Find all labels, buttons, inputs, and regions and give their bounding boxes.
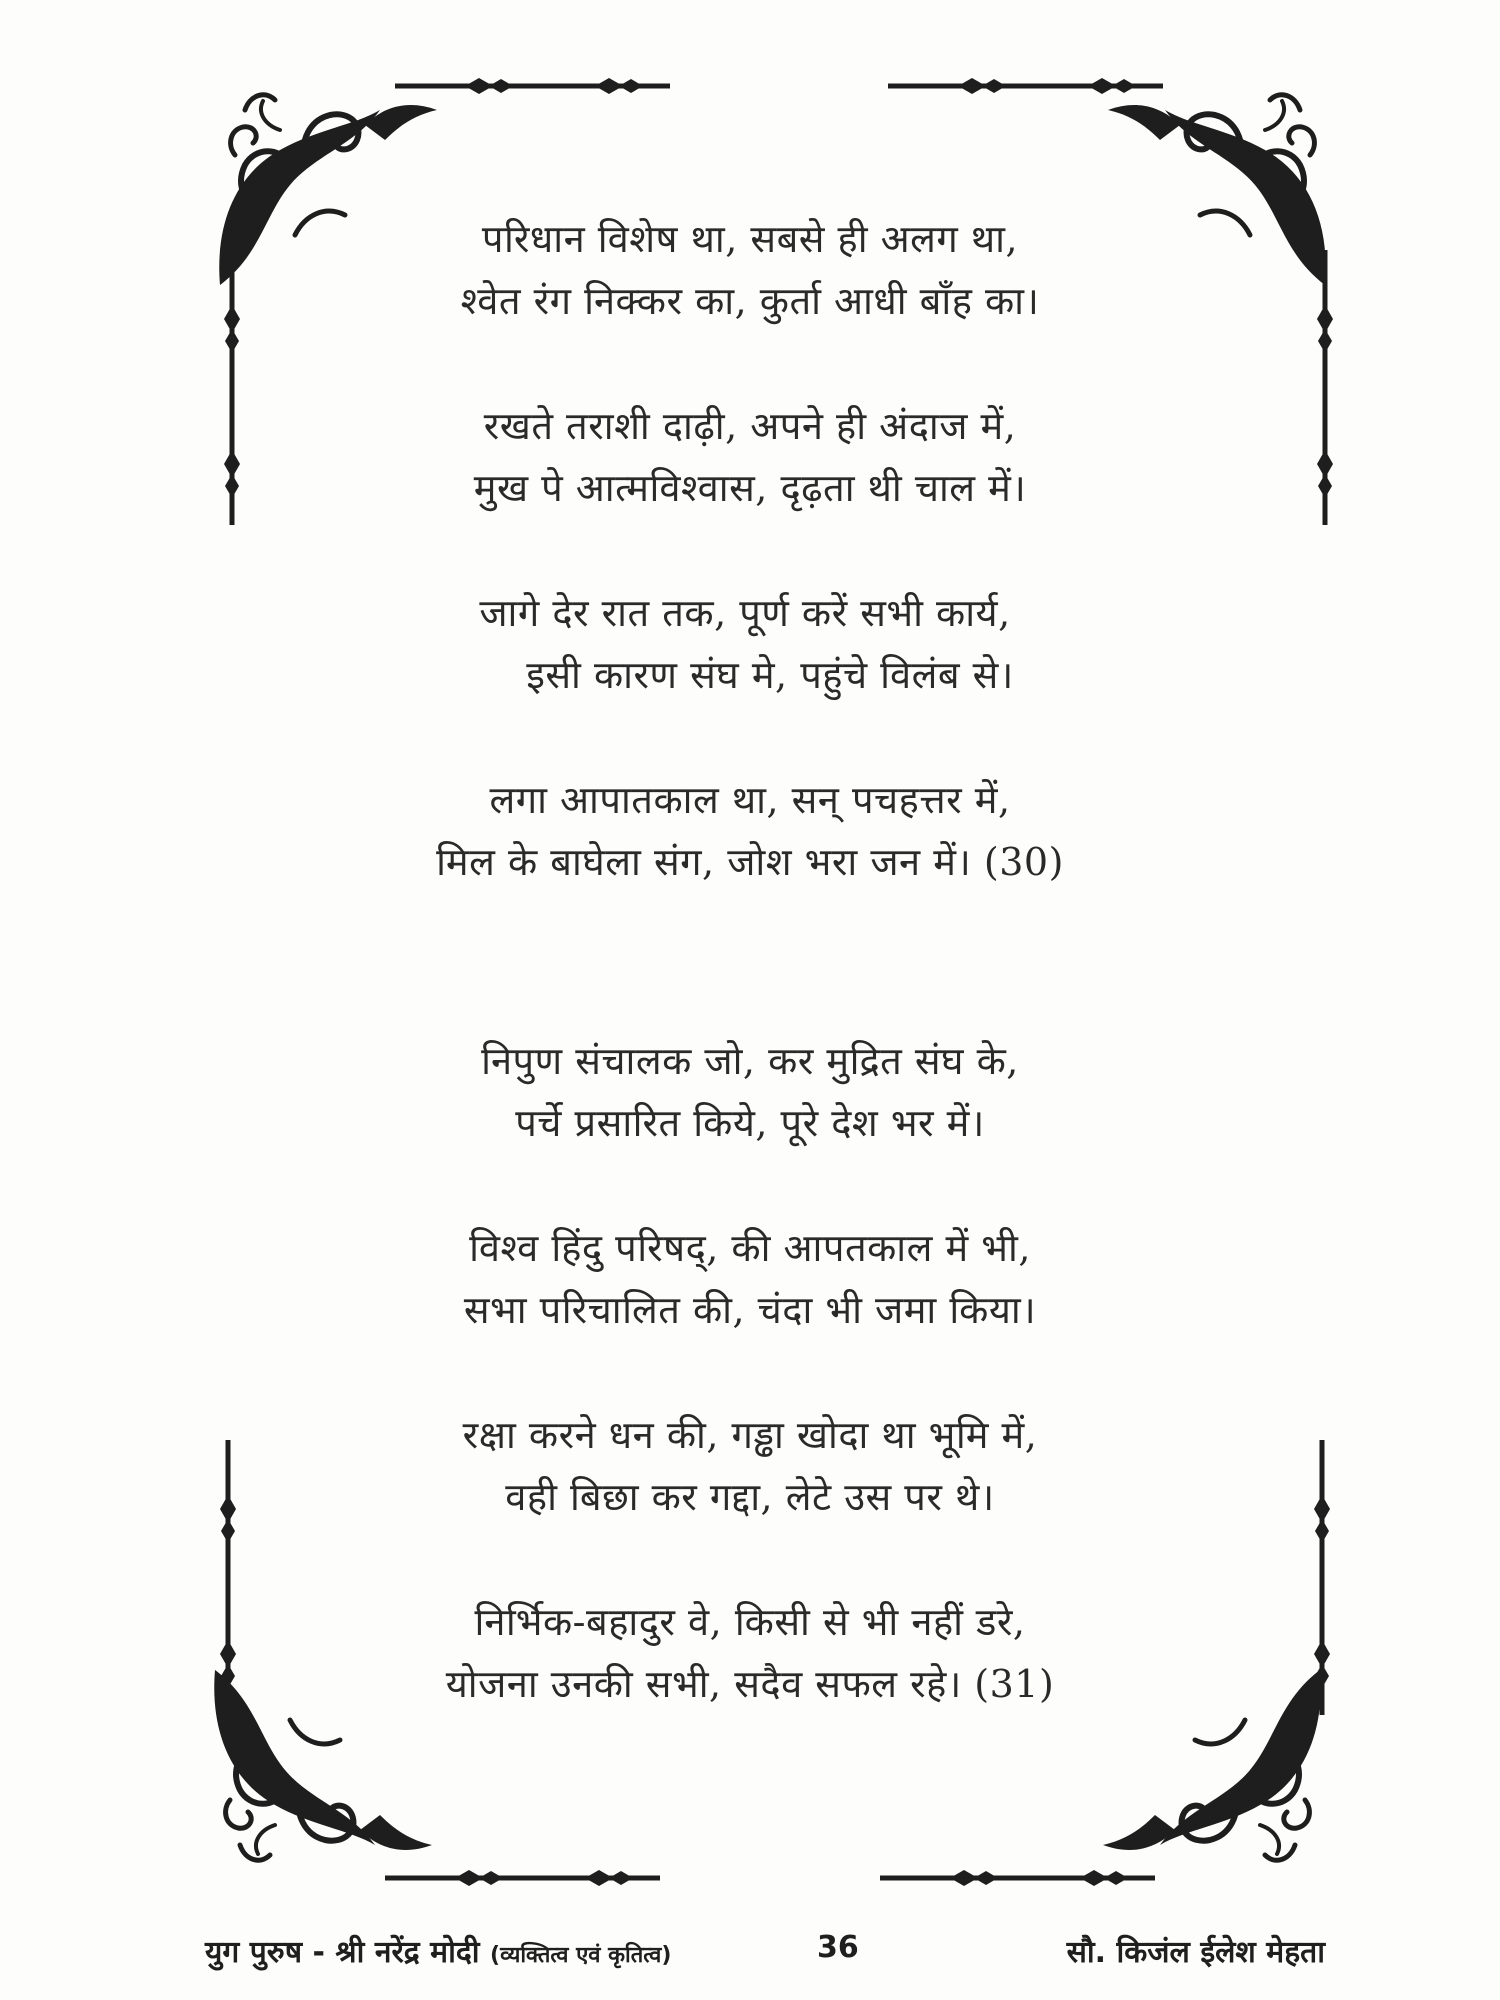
poem-section-31 <box>300 1030 1200 1715</box>
stanza <box>300 395 1200 519</box>
poem-line: मुख पे आत्मविश्वास, दृढ़ता थी चाल में। <box>473 466 1027 510</box>
stanza <box>300 1591 1200 1715</box>
stanza <box>300 582 1200 706</box>
stanza <box>300 1030 1200 1154</box>
stanza <box>300 769 1200 893</box>
poem-line: योजना उनकी सभी, सदैव सफल रहे। (31) <box>445 1662 1055 1706</box>
poem-line: विश्व हिंदु परिषद्, की आपतकाल में भी, <box>469 1226 1031 1270</box>
right-top-rule <box>1317 250 1333 525</box>
poem-line: वही बिछा कर गद्दा, लेटे उस पर थे। <box>505 1475 995 1519</box>
poem-line: रखते तराशी दाढ़ी, अपने ही अंदाज में, <box>483 404 1017 448</box>
top-left-divider <box>395 78 670 94</box>
left-bottom-rule <box>220 1440 236 1715</box>
poem-line: सभा परिचालित की, चंदा भी जमा किया। <box>463 1288 1037 1332</box>
footer-book-title <box>205 1930 671 1971</box>
page-footer <box>205 1930 1325 1990</box>
stanza <box>300 1404 1200 1528</box>
stanza <box>300 208 1200 332</box>
stanza <box>300 1217 1200 1341</box>
left-top-rule <box>224 250 240 525</box>
book-subtitle: (व्यक्तित्व एवं कृतित्व) <box>490 1943 672 1968</box>
poem-line: परिधान विशेष था, सबसे ही अलग था, <box>481 217 1019 261</box>
right-bottom-rule <box>1314 1440 1330 1715</box>
poem-line: लगा आपातकाल था, सन् पचहत्तर में, <box>489 778 1011 822</box>
poem-line: निर्भिक-बहादुर वे, किसी से भी नहीं डरे, <box>474 1600 1026 1644</box>
poem-line: श्वेत रंग निक्कर का, कुर्ता आधी बाँह का। <box>460 279 1040 323</box>
bottom-right-divider <box>880 1870 1155 1886</box>
poem-line: पर्चे प्रसारित किये, पूरे देश भर में। <box>515 1101 985 1145</box>
top-right-divider <box>888 78 1163 94</box>
author-name: सौ. किजंल ईलेश मेहता <box>1066 1935 1325 1970</box>
poem-line: निपुण संचालक जो, कर मुद्रित संघ के, <box>481 1039 1019 1083</box>
poem-section-30 <box>300 208 1200 893</box>
book-title: युग पुरुष - श्री नरेंद्र मोदी <box>205 1935 480 1970</box>
poem-line: इसी कारण संघ मे, पहुंचे विलंब से। <box>526 653 1014 697</box>
bottom-left-divider <box>385 1870 660 1886</box>
poem-line: जागे देर रात तक, पूर्ण करें सभी कार्य, <box>479 591 1011 635</box>
poem-line: रक्षा करने धन की, गड्ढा खोदा था भूमि में, <box>462 1413 1038 1457</box>
page-number: 36 <box>817 1930 859 1965</box>
poem-line: मिल के बाघेला संग, जोश भरा जन में। (30) <box>436 840 1064 884</box>
